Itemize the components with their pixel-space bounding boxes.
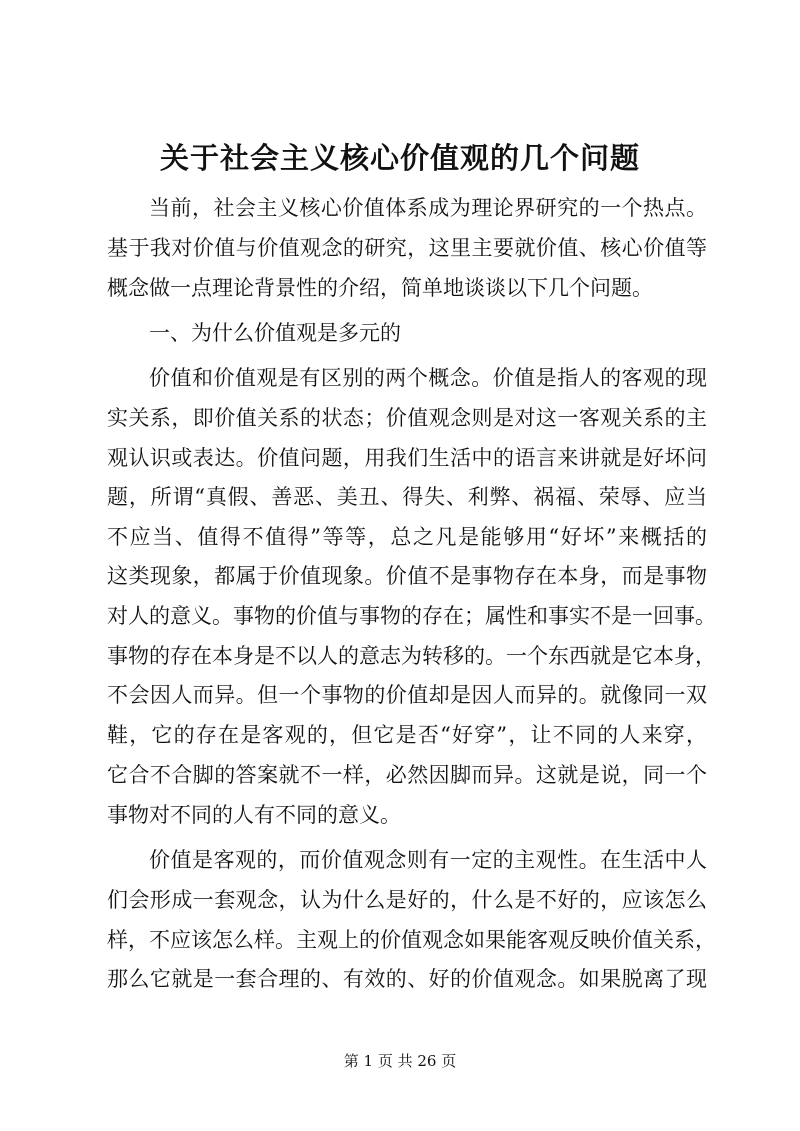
paragraph-line: 鞋，它的存在是客观的，但它是否“好穿”，让不同的人来穿， <box>107 723 707 747</box>
paragraph-line: 它合不合脚的答案就不一样，必然因脚而异。这就是说，同一个 <box>107 763 707 787</box>
paragraph-line: 题，所谓“真假、善恶、美丑、得失、利弊、祸福、荣辱、应当 <box>107 485 707 509</box>
paragraph-line: 实关系，即价值关系的状态；价值观念则是对这一客观关系的主 <box>107 406 707 430</box>
paragraph-line: 不会因人而异。但一个事物的价值却是因人而异的。就像同一双 <box>107 683 707 707</box>
paragraph-line: 观认识或表达。价值问题，用我们生活中的语言来讲就是好坏问 <box>107 446 707 470</box>
paragraph-line: 事物的存在本身是不以人的意志为转移的。一个东西就是它本身， <box>107 644 716 668</box>
document-title: 关于社会主义核心价值观的几个问题 <box>159 141 640 175</box>
paragraph-line: 事物对不同的人有不同的意义。 <box>107 803 401 827</box>
paragraph-line: 样，不应该怎么样。主观上的价值观念如果能客观反映价值关系， <box>107 928 716 952</box>
paragraph-line: 当前，社会主义核心价值体系成为理论界研究的一个热点。 <box>149 196 707 220</box>
paragraph-line: 们会形成一套观念，认为什么是好的，什么是不好的，应该怎么 <box>107 888 707 912</box>
paragraph-line: 概念做一点理论背景性的介绍，简单地谈谈以下几个问题。 <box>107 276 653 300</box>
section-heading: 一、为什么价值观是多元的 <box>149 321 401 345</box>
page-number-footer: 第 1 页 共 26 页 <box>343 1052 457 1070</box>
paragraph-line: 价值是客观的，而价值观念则有一定的主观性。在生活中人 <box>149 848 707 872</box>
paragraph-line: 价值和价值观是有区别的两个概念。价值是指人的客观的现 <box>149 366 707 390</box>
paragraph-line: 这类现象，都属于价值现象。价值不是事物存在本身，而是事物 <box>107 564 707 588</box>
paragraph-line: 对人的意义。事物的价值与事物的存在；属性和事实不是一回事。 <box>107 604 716 628</box>
paragraph-line: 不应当、值得不值得”等等，总之凡是能够用“好坏”来概括的 <box>107 525 707 549</box>
paragraph-line: 基于我对价值与价值观念的研究，这里主要就价值、核心价值等 <box>107 236 707 260</box>
paragraph-line: 那么它就是一套合理的、有效的、好的价值观念。如果脱离了现 <box>107 967 707 991</box>
